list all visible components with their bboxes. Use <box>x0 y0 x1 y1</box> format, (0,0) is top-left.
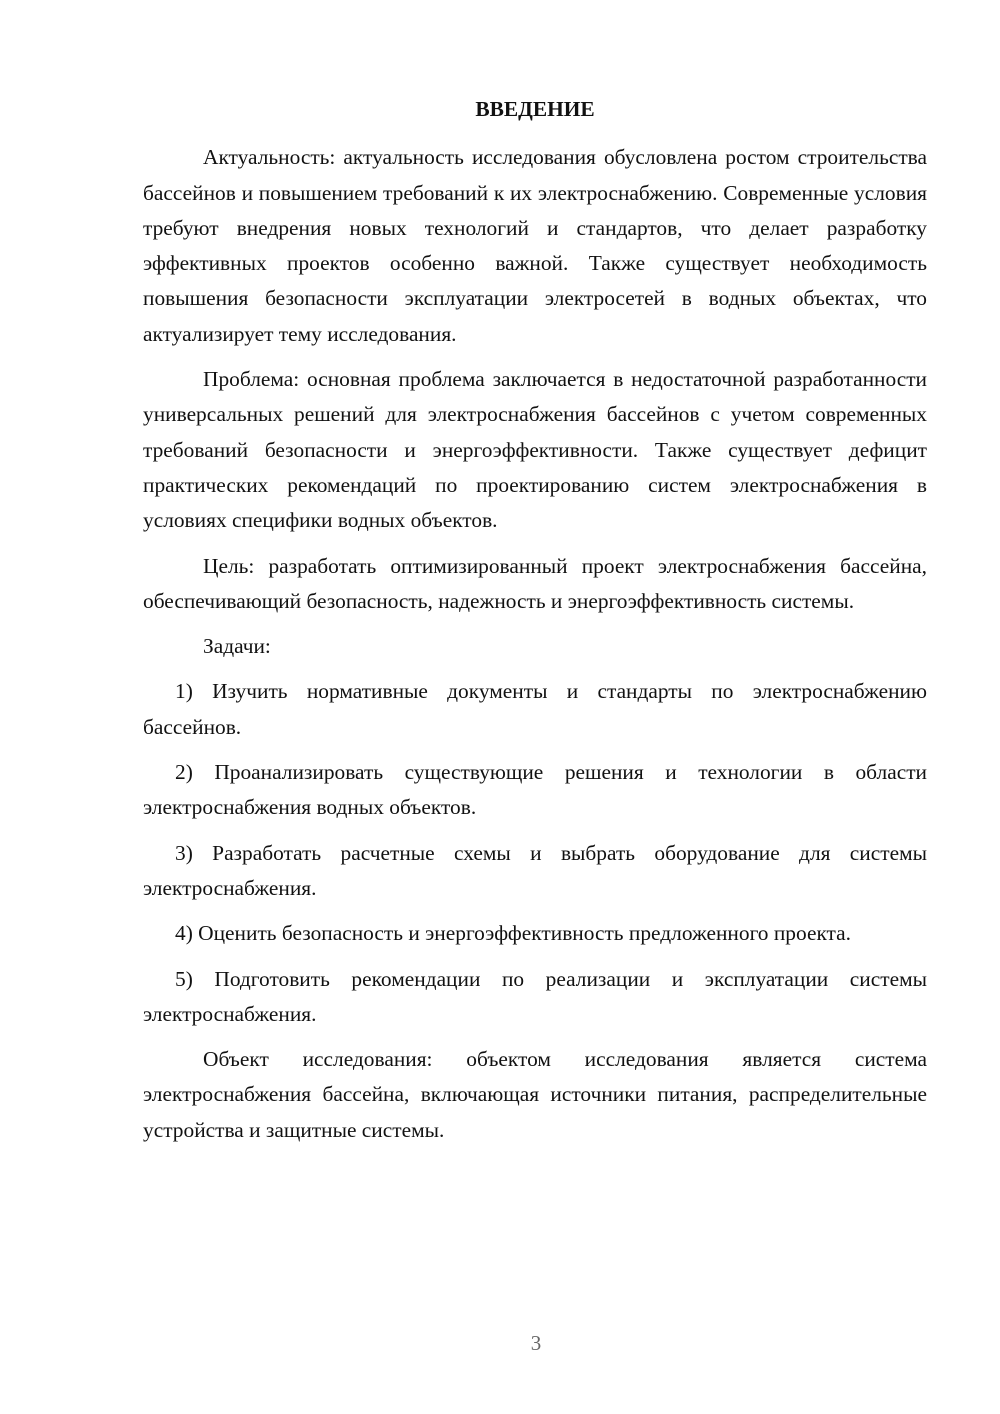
task-item-3: 3) Разработать расчетные схемы и выбрать оборудование для системы электроснабжения. <box>143 840 927 900</box>
page-content <box>143 92 927 1158</box>
task-item-1: 1) Изучить нормативные документы и стандарты по электроснабжению бассейнов. <box>143 679 927 739</box>
section-title: ВВЕДЕНИЕ <box>475 97 595 121</box>
paragraph-object: Объект исследования: объектом исследования является система электроснабжения бассейна, включающая источники питания, распределительные устройства и защитные системы. <box>143 1047 927 1142</box>
paragraph-problem: Проблема: основная проблема заключается в недостаточной разработанности универсальных решений для электроснабжения бассейнов с учетом современных требований безопасности и энергоэффективности. Также существует дефицит практических рекомендаций по проектированию систем электроснабжения в условиях специфики водных объектов. <box>143 367 927 533</box>
page-number: 3 <box>530 1331 542 1355</box>
task-item-2: 2) Проанализировать существующие решения и технологии в области электроснабжения водных объектов. <box>143 760 927 820</box>
paragraph-goal: Цель: разработать оптимизированный проект электроснабжения бассейна, обеспечивающий безопасность, надежность и энергоэффективность системы. <box>143 553 927 613</box>
task-item-5: 5) Подготовить рекомендации по реализации и эксплуатации системы электроснабжения. <box>143 966 927 1026</box>
task-item-4: 4) Оценить безопасность и энергоэффективность предложенного проекта. <box>175 921 852 946</box>
tasks-label: Задачи: <box>203 634 271 659</box>
paragraph-relevance: Актуальность: актуальность исследования обусловлена ростом строительства бассейнов и повышением требований к их электроснабжению. Современные условия требуют внедрения новых технологий и стандартов, что делает разработку эффективных проектов особенно важной. Также существует необходимость повышения безопасности эксплуатации электросетей в водных объектах, что актуализирует тему исследования. <box>143 145 927 346</box>
